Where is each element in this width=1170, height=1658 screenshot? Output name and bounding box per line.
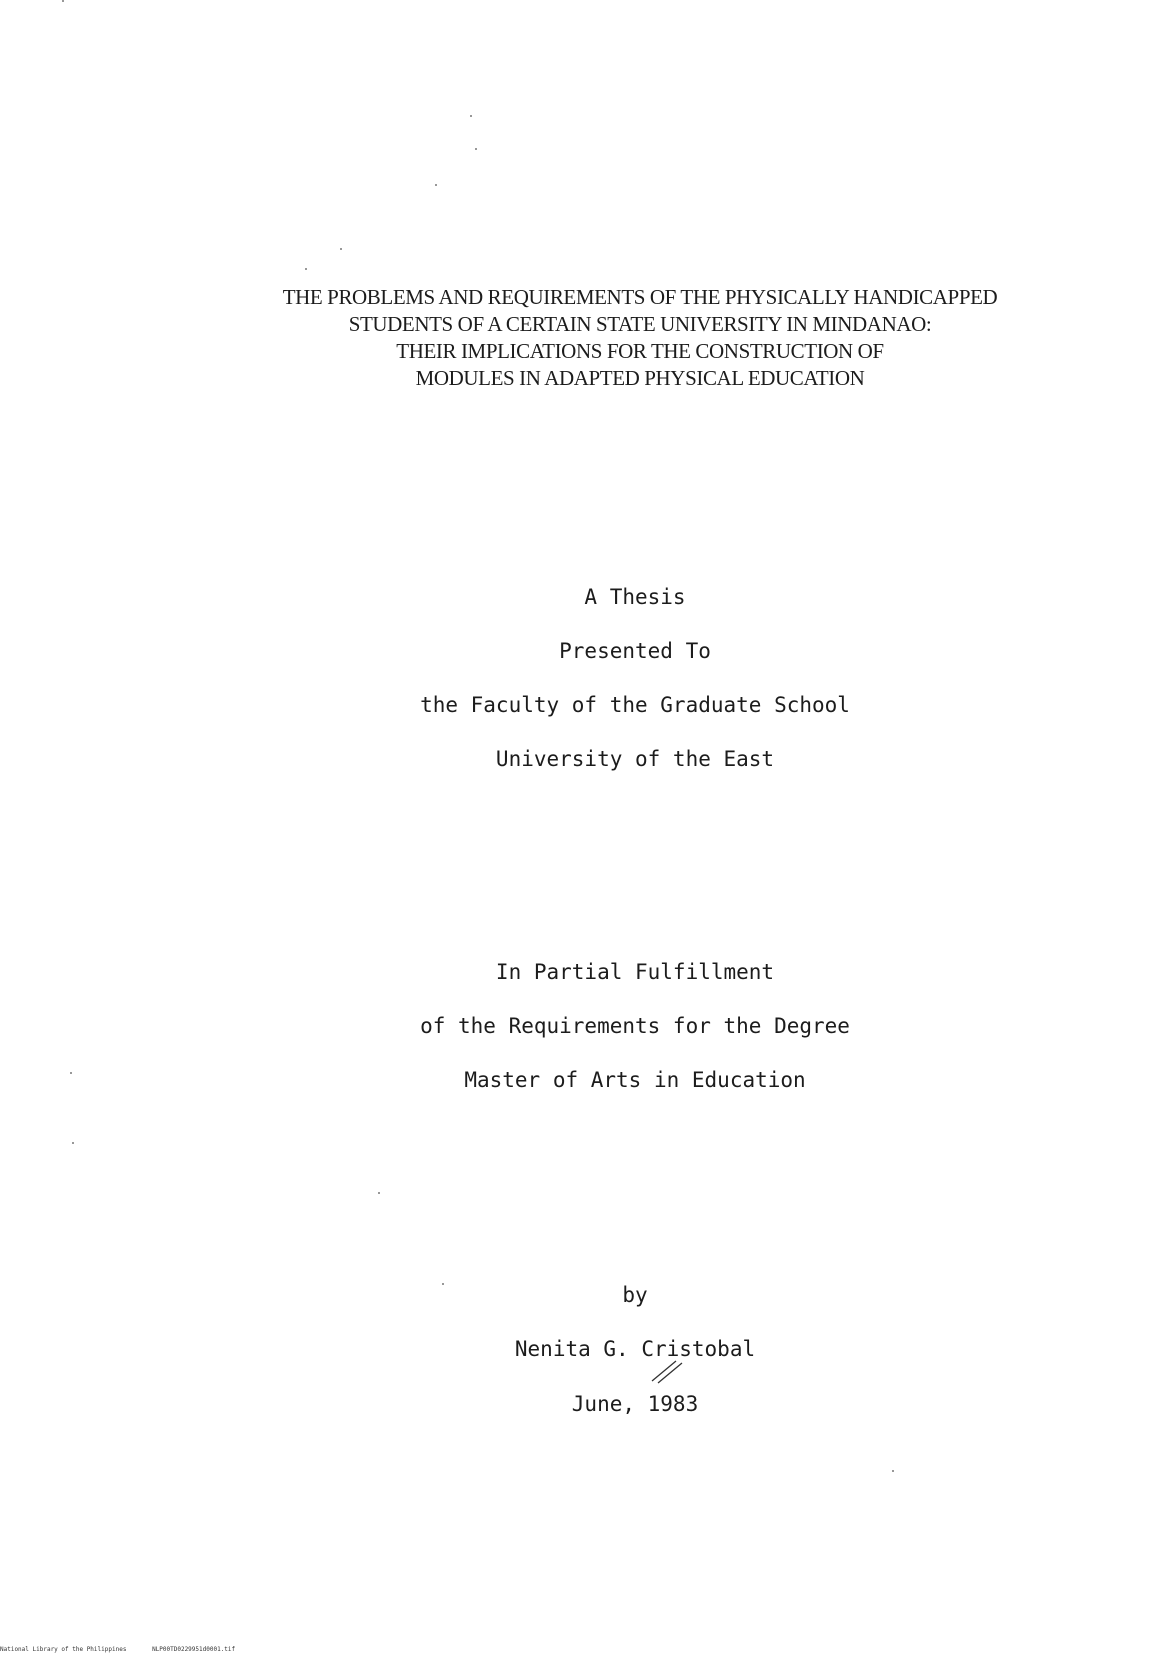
scan-speck bbox=[892, 1470, 894, 1472]
scan-speck bbox=[470, 115, 472, 117]
thesis-label: A Thesis bbox=[584, 585, 686, 609]
file-label: NLP00TD0229951d0001.tif bbox=[152, 1646, 236, 1653]
thesis-title bbox=[160, 284, 1120, 392]
scan-speck bbox=[442, 1283, 444, 1285]
title-line-2: STUDENTS OF A CERTAIN STATE UNIVERSITY IN MINDANAO: bbox=[348, 312, 932, 336]
scan-speck bbox=[72, 1142, 74, 1144]
scan-footer bbox=[0, 1646, 257, 1653]
scan-speck bbox=[378, 1192, 380, 1194]
by-label: by bbox=[622, 1283, 648, 1307]
scan-speck bbox=[305, 268, 307, 270]
title-line-4: MODULES IN ADAPTED PHYSICAL EDUCATION bbox=[415, 366, 865, 390]
university: University of the East bbox=[495, 747, 775, 771]
scan-speck bbox=[435, 184, 437, 186]
title-line-3: THEIR IMPLICATIONS FOR THE CONSTRUCTION OF bbox=[396, 339, 884, 363]
fulfillment: In Partial Fulfillment bbox=[495, 960, 775, 984]
presented-to: Presented To bbox=[559, 639, 711, 663]
library-label: National Library of the Philippines bbox=[0, 1646, 127, 1653]
degree-name: Master of Arts in Education bbox=[464, 1068, 806, 1092]
faculty: the Faculty of the Graduate School bbox=[420, 693, 850, 717]
title-line-1: THE PROBLEMS AND REQUIREMENTS OF THE PHYSICALLY HANDICAPPED bbox=[282, 285, 998, 309]
scan-speck bbox=[70, 1072, 72, 1074]
degree-requirements: of the Requirements for the Degree bbox=[420, 1014, 850, 1038]
scan-speck bbox=[62, 0, 64, 2]
thesis-date: June, 1983 bbox=[571, 1392, 699, 1416]
pen-mark-icon bbox=[648, 1355, 688, 1385]
author-name: Nenita G. Cristobal bbox=[514, 1337, 756, 1361]
scan-speck bbox=[340, 248, 342, 250]
scan-speck bbox=[475, 148, 477, 150]
